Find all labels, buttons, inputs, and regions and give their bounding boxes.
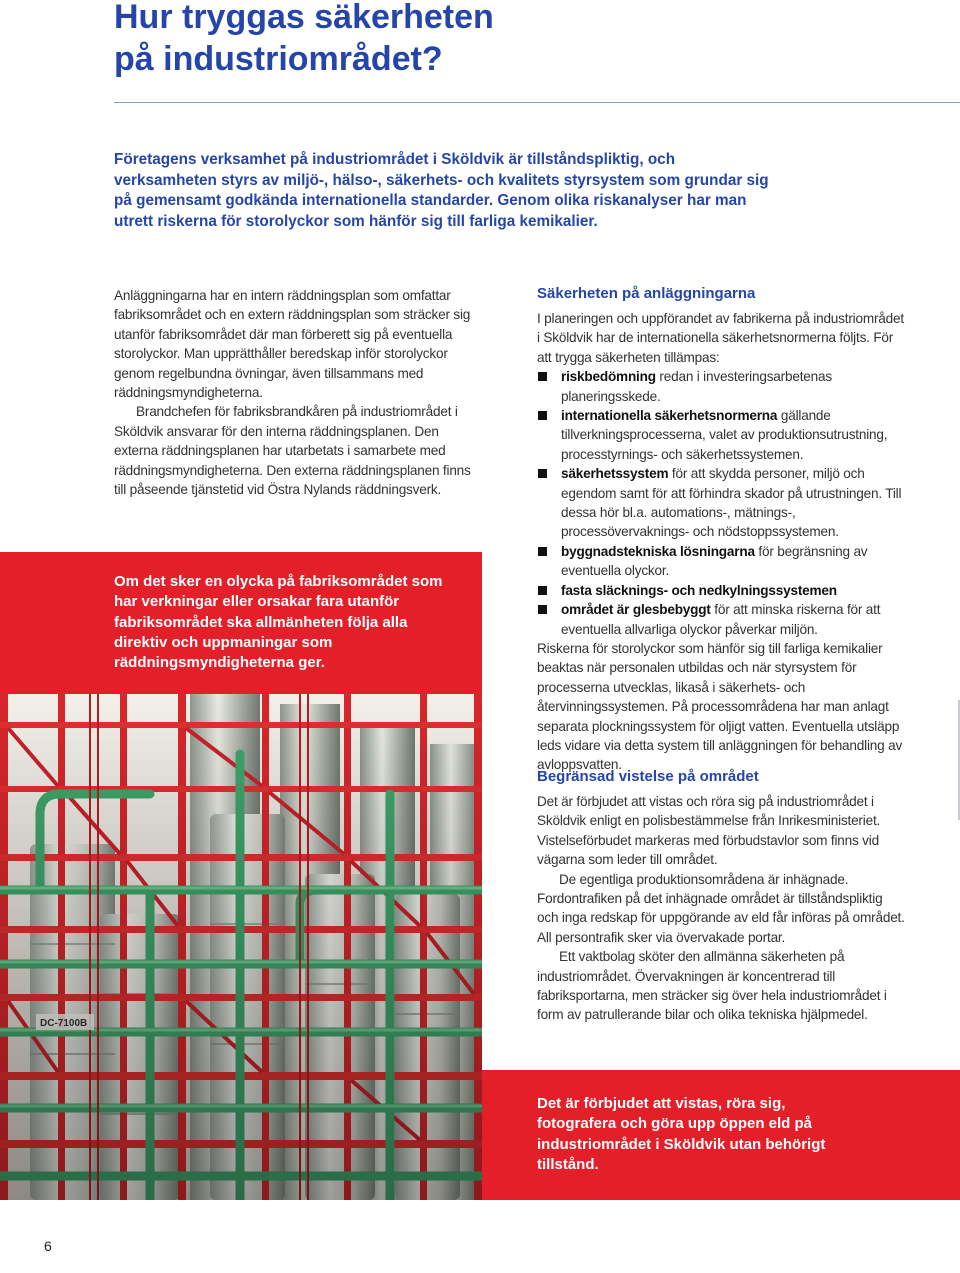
bullet-square-icon xyxy=(538,372,547,381)
intro-paragraph: Företagens verksamhet på industriområdet i Sköldvik är tillståndspliktig, och verksamheten styrs av miljö-, hälso-, säkerhets- och kvalitets styrsystem som grundar sig på gemensamt godkända internationella standarder. Genom olika riskanalyser har man utrett riskerna för storolyckor som hänför sig till farliga kemikalier. xyxy=(114,151,769,230)
list-item: riskbedömning redan i investeringsarbetenas planeringsskede. xyxy=(537,367,905,406)
list-item: säkerhetssystem för att skydda personer, miljö och egendom samt för att förhindra skador på utrustningen. Till dessa hör bl.a. automations-, mätnings-, processövervaknings- och nödstoppssystemen. xyxy=(537,464,905,542)
list-item: fasta släcknings- och nedkylningssystemen xyxy=(537,581,905,600)
list-item: området är glesbebyggt för att minska riskerna för att eventuella allvarliga olyckor påverkar miljön. xyxy=(537,600,905,639)
safety-intro: I planeringen och uppförandet av fabrikerna på industriområdet i Sköldvik har de internationella säkerhetsnormerna följts. För att trygga säkerheten tillämpas: xyxy=(537,311,904,365)
left-paragraph-2: Brandchefen för fabriksbrandkåren på industriområdet i Sköldvik ansvarar för den interna räddningsplanen. Den externa räddningsplanen har utarbetats i samarbete med räddningsmyndigheterna. Den externa räddningsplanen finns till påseende tjänstetid vid Östra Nylands räddningsverk. xyxy=(114,404,471,498)
bullet-square-icon xyxy=(538,469,547,478)
red-callout-right-text: Det är förbjudet att vistas, röra sig, fotografera och göra upp öppen eld på industriområdet i Sköldvik utan behörigt tillstånd. xyxy=(537,1095,826,1173)
list-item: byggnadstekniska lösningarna för begränsning av eventuella olyckor. xyxy=(537,542,905,581)
safety-list xyxy=(537,367,905,639)
left-column xyxy=(114,286,482,499)
access-paragraph-2: De egentliga produktionsområdena är inhägnade. Fordontrafiken på det inhägnade området är tillståndspliktig och inga redskap för uppgörande av eld får införas på området. All persontrafik sker via övervakade portar. xyxy=(537,871,905,945)
title-line-1: Hur tryggas säkerheten xyxy=(114,0,494,36)
red-callout-left xyxy=(0,552,482,694)
title-divider xyxy=(114,102,960,103)
bullet-square-icon xyxy=(538,605,547,614)
industrial-plant-photo xyxy=(0,694,482,1200)
red-callout-right xyxy=(482,1070,960,1200)
bullet-square-icon xyxy=(538,586,547,595)
safety-outro: Riskerna för storolyckor som hänför sig till farliga kemikalier beaktas när personalen utbildas och när styrsystem för processerna utvecklas, likaså i säkerhets- och återvinningssystemen. På processområdena har man anlagt separata plockningssystem för oljigt vatten. Eventuella utsläpp leds vidare via detta system till anläggningen för behandling av avloppsvatten. xyxy=(537,640,903,773)
title-line-2: på industriområdet? xyxy=(114,40,443,78)
access-heading: Begränsad vistelse på området xyxy=(537,768,759,785)
list-item: internationella säkerhetsnormerna gällande tillverkningsprocesserna, valet av produktionsutrustning, processtyrnings- och säkerhetssystemen. xyxy=(537,406,905,464)
access-paragraph-1: Det är förbjudet att vistas och röra sig på industriområdet i Sköldvik enligt en polisbestämmelse från Inrikesministeriet. Vistelseförbudet markeras med förbudstavlor som finns vid vägarna som leder till området. xyxy=(537,794,881,868)
bullet-square-icon xyxy=(538,547,547,556)
safety-section xyxy=(537,284,905,775)
access-paragraph-3: Ett vaktbolag sköter den allmänna säkerheten på industriområdet. Övervakningen är koncentrerad till fabriksportarna, men sträcker sig över hela industriområdet i form av patrullerande bilar och olika tekniska hjälpmedel. xyxy=(537,949,887,1023)
page-title xyxy=(114,0,494,80)
bullet-square-icon xyxy=(538,411,547,420)
left-paragraph-1: Anläggningarna har en intern räddningsplan som omfattar fabriksområdet och en extern räddningsplan som sträcker sig utanför fabriksområdet där man förberett sig på eventuella storolyckor. Man upprätthåller beredskap inför storolyckor genom regelbundna övningar, även tillsammans med räddningsmyndigheterna. xyxy=(114,288,471,401)
safety-heading: Säkerheten på anläggningarna xyxy=(537,285,756,302)
page-number: 6 xyxy=(44,1238,52,1254)
access-section xyxy=(537,767,905,1025)
red-callout-left-text: Om det sker en olycka på fabriksområdet som har verkningar eller orsakar fara utanför fabriksområdet ska allmänheten följa alla direktiv och uppmaningar som räddningsmyndigheterna ger. xyxy=(114,573,443,672)
